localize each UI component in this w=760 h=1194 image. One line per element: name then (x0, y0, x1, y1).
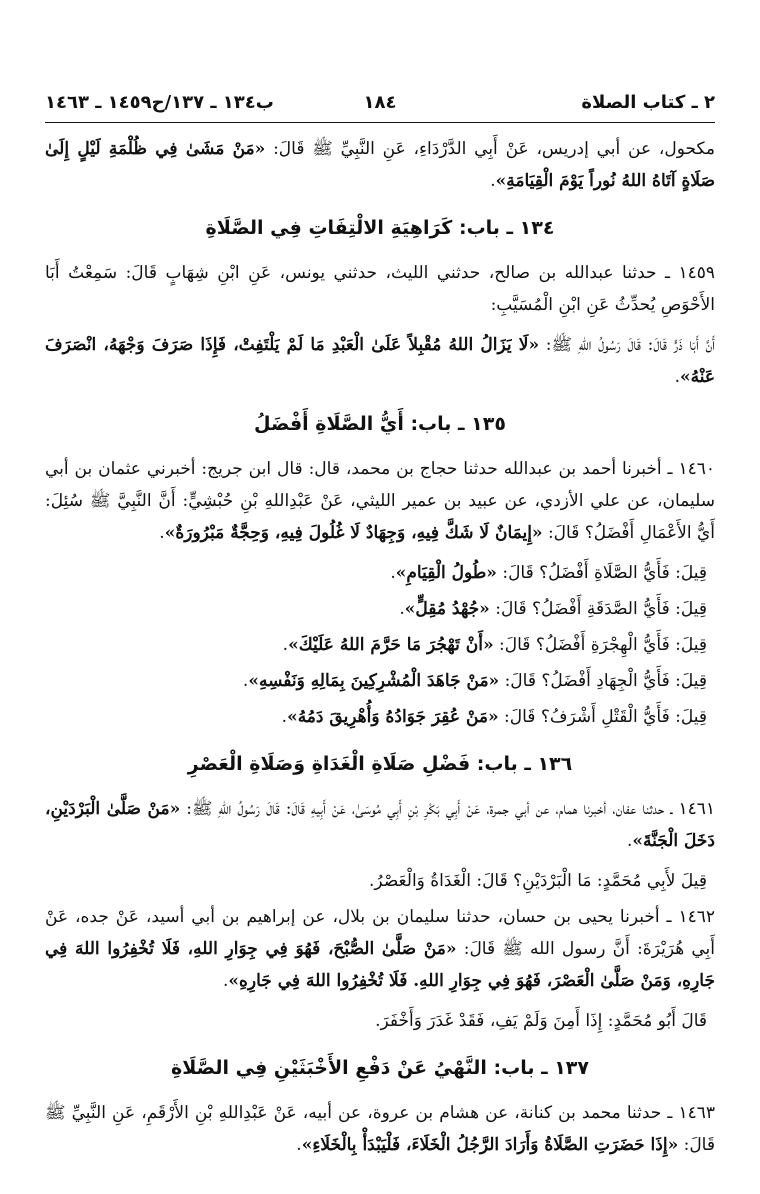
narration-text: قِيلَ: فَأَيُّ الصَّدَقَةِ أَفْضَلُ؟ قَالَ: (489, 599, 707, 619)
question-line (45, 629, 715, 661)
narration-text: . (242, 671, 249, 691)
narration-text: أَنَّ أَبَا ذَرٍّ قَالَ: قَالَ رَسُولُ اللهِ ﷺ: (539, 335, 715, 355)
hadith-paragraph (45, 329, 715, 393)
narration-text: قِيلَ: فَأَيُّ الْقَتْلِ أَشْرَفُ؟ قَالَ: (498, 707, 707, 727)
header-page-number: ١٨٤ (363, 92, 397, 113)
running-header (45, 88, 715, 123)
narration-text: . (282, 635, 289, 655)
hadith-text: «مَنْ صَلَّىٰ الصُّبْحَ، فَهُوَ فِي جِوَارِ اللهِ، فَلَا تُخْفِرُوا اللهَ فِي جَارِهِ، وَمَنْ صَلَّىٰ الْعَصْرَ، فَهُوَ فِي جِوَارِ اللهِ. فَلَا تُخْفِرُوا اللهَ فِي جَارِهِ» (45, 939, 715, 991)
narration-text: قِيلَ: فَأَيُّ الصَّلَاةِ أَفْضَلُ؟ قَالَ: (496, 563, 707, 583)
hadith-text: «طُولُ الْقِيَامِ» (395, 563, 497, 583)
narration-text: قِيلَ لأَبِي مُحَمَّدٍ: مَا الْبَرْدَيْنِ؟ قَالَ: الْغَدَاةُ وَالْعَصْرُ. (369, 871, 707, 891)
question-line (45, 701, 715, 733)
hadith-text: «مَنْ صَلَّىٰ الْبَرْدَيْنِ، دَخَلَ الْجَنَّةَ» (45, 799, 715, 851)
chapter-heading: ١٣٧ ـ باب: النَّهْيُ عَنْ دَفْعِ الأَخْبَثَيْنِ فِي الصَّلَاةِ (171, 1057, 589, 1079)
hadith-paragraph (45, 1097, 715, 1161)
hadith-text: «إِيمَانٌ لَا شَكَّ فِيهِ، وَجِهَادٌ لَا غُلُولَ فِيهِ، وَحِجَّةٌ مَبْرُورَةٌ» (164, 523, 543, 543)
question-line (45, 665, 715, 697)
header-book-title: ٢ ـ كتاب الصلاة (581, 92, 715, 113)
hadith-text: «مَنْ عُقِرَ جَوَادُهُ وَأُهْرِيقَ دَمُهُ» (287, 707, 499, 727)
narration-text: . (390, 563, 396, 583)
hadith-paragraph (45, 453, 715, 549)
hadith-text: «لَا يَزَالُ اللهُ مُقْبِلاً عَلَىٰ الْعَبْدِ مَا لَمْ يَلْتَفِتْ، فَإِذَا صَرَفَ وَجْهَهُ، انْصَرَفَ عَنْهُ» (45, 335, 715, 387)
hadith-paragraph (45, 133, 715, 197)
narration-text: . (222, 971, 229, 991)
hadith-text: «مَنْ جَاهَدَ الْمُشْرِكِينَ بِمَالِهِ وَنَفْسِهِ» (248, 671, 500, 691)
question-line (45, 1005, 715, 1037)
header-reference: ب١٣٤ ـ ١٣٧/ح١٤٥٩ ـ ١٤٦٣ (45, 92, 274, 113)
hadith-text: «مَنْ مَشَىٰ فِي ظُلْمَةِ لَيْلٍ إِلَىٰ صَلَاةٍ آتَاهُ اللهُ نُوراً يَوْمَ الْقِيَامَةِ» (45, 139, 715, 191)
chapter-heading: ١٣٤ ـ باب: كَرَاهِيَةِ الالْتِفَاتِ فِي الصَّلَاةِ (205, 217, 555, 239)
hadith-paragraph (45, 901, 715, 997)
narration-text: قِيلَ: فَأَيُّ الْهِجْرَةِ أَفْضَلُ؟ قَالَ: (493, 635, 707, 655)
book-page (45, 88, 715, 1169)
hadith-text: «جُهْدُ مُقِلٍّ» (404, 599, 490, 619)
narration-text: قَالَ أَبُو مُحَمَّدٍ: إِذَا أَمِنَ وَلَمْ يَفِ، فَقَدْ غَدَرَ وَأَخْفَرَ. (375, 1011, 707, 1031)
chapter-heading: ١٣٦ ـ باب: فَضْلِ صَلَاةِ الْغَدَاةِ وَصَلَاةِ الْعَصْرِ (187, 753, 573, 775)
question-line (45, 865, 715, 897)
narration-text: . (626, 831, 633, 851)
question-line (45, 593, 715, 625)
narration-text: . (281, 707, 288, 727)
page-content (45, 123, 715, 1161)
narration-text: ١٤٦٣ ـ حدثنا محمد بن كنانة، عن هشام بن عروة، عن أبيه، عَنْ عَبْدِاللهِ بْنِ الأَرْقَمِ، عَنِ النَّبِيِّ ﷺ قَالَ: (45, 1103, 715, 1155)
narration-text: ١٤٥٩ ـ حدثنا عبدالله بن صالح، حدثني الليث، حدثني يونس، عَنِ ابْنِ شِهَابٍ قَالَ: سَمِعْتُ أَبَا الأَحْوَصِ يُحدِّثُ عَنِ ابْنِ الْمُسَيَّبِ: (45, 263, 715, 315)
narration-text: . (296, 1135, 302, 1155)
narration-text: ١٤٦١ ـ حدثنا عفان، أخبرنا همام، عن أبي جمرة، عَنْ أَبِي بَكْرِ بْنِ أَبِي مُوسَىٰ، عَنْ أَبِيهِ قَالَ: قَالَ رَسُولُ اللهِ ﷺ: (180, 799, 716, 819)
narration-text: . (490, 171, 496, 191)
narration-text: . (399, 599, 405, 619)
narration-text: قِيلَ: فَأَيُّ الْجِهَادِ أَفْضَلُ؟ قَالَ: (499, 671, 707, 691)
hadith-paragraph (45, 257, 715, 321)
hadith-text: «إِذَا حَضَرَتِ الصَّلَاةُ وَأَرَادَ الرَّجُلُ الْخَلَاءَ، فَلْيَبْدَأْ بِالْخَلَاءِ» (301, 1135, 679, 1155)
chapter-heading: ١٣٥ ـ باب: أَيُّ الصَّلَاةِ أَفْضَلُ (254, 413, 506, 435)
narration-text: ١٤٦٢ ـ أخبرنا يحيى بن حسان، حدثنا سليمان بن بلال، عن إبراهيم بن أبي أسيد، عَنْ جده، عَنْ أَبِي هُرَيْرَةَ: أَنَّ رسول الله ﷺ قَالَ: (45, 907, 715, 959)
narration-text: ١٤٦٠ ـ أخبرنا أحمد بن عبدالله حدثنا حجاج بن محمد، قال: قال ابن جريج: أخبرني عثمان بن أبي سليمان، عن علي الأزدي، عن عبيد بن عمير الليثي، عَنْ عَبْدِاللهِ بْنِ حُبْشِيٍّ: أَنَّ النَّبِيَّ ﷺ سُئِلَ: أَيُّ الأَعْمَالِ أَفْضَلُ؟ قَالَ: (45, 459, 715, 543)
hadith-text: «أَنْ تَهْجُرَ مَا حَرَّمَ اللهُ عَلَيْكَ» (288, 635, 494, 655)
hadith-paragraph (45, 793, 715, 857)
narration-text: مكحول، عن أبي إدريس، عَنْ أَبِي الدَّرْدَاءِ، عَنِ النَّبِيِّ ﷺ قَالَ: (265, 139, 715, 159)
narration-text: . (159, 523, 165, 543)
narration-text: . (674, 367, 680, 387)
question-line (45, 557, 715, 589)
